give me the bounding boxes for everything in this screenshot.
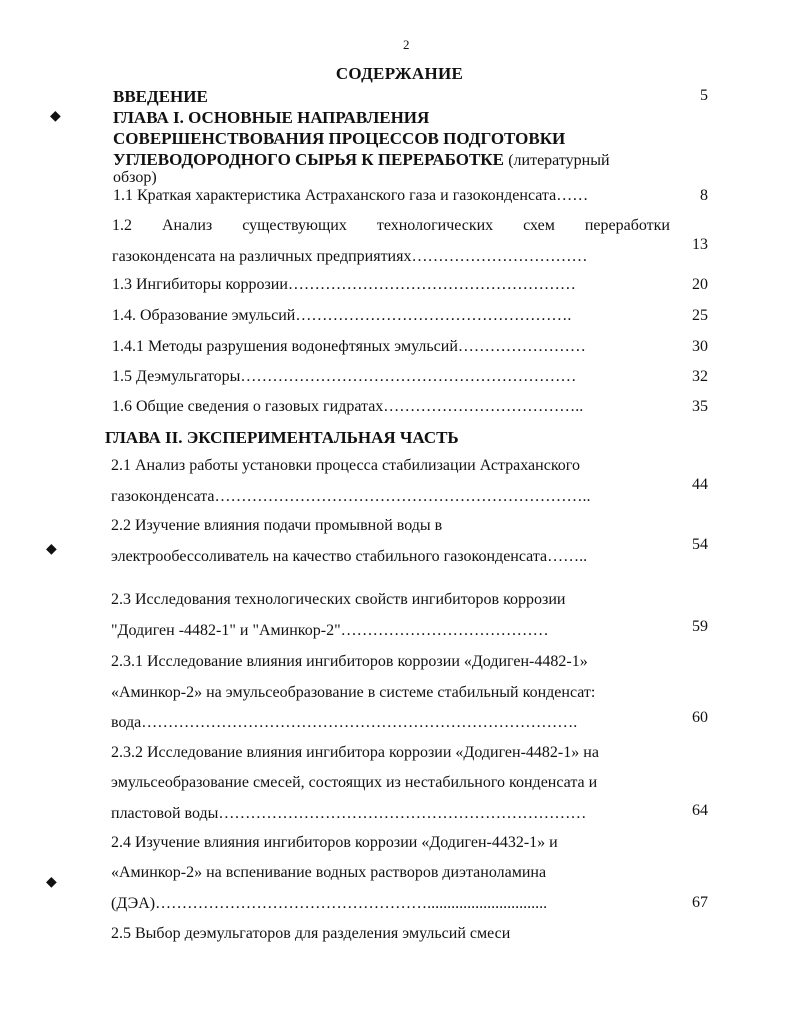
toc-entry-2-3-1-line-2[interactable]: «Аминкор-2» на эмульсеобразование в системе стабильный конденсат: [111,684,596,701]
toc-entry-2-4-line-1[interactable]: 2.4 Изучение влияния ингибиторов коррозии «Додиген-4432-1» и [111,834,558,851]
toc-entry-2-3-1-line-3[interactable]: вода………………………………………………………………………. [111,714,578,731]
toc-entry-2-4-page: 67 [692,894,708,911]
toc-word: Анализ [161,217,213,234]
toc-entry-2-3-line-1[interactable]: 2.3 Исследования технологических свойств ингибиторов коррозии [111,591,566,608]
toc-word: 1.2 [112,217,132,234]
toc-entry-2-4-line-3[interactable]: (ДЭА)…………………………………………….............................. [111,895,548,912]
toc-entry-1-2-line-1[interactable] [112,217,670,235]
toc-word: технологических [376,217,494,234]
toc-chapter-1-line-2: СОВЕРШЕНСТВОВАНИЯ ПРОЦЕССОВ ПОДГОТОВКИ [113,129,566,148]
toc-entry-1-1[interactable]: 1.1 Краткая характеристика Астраханского газа и газоконденсата…… [113,187,589,204]
page-number: 2 [403,37,410,52]
toc-entry-1-4-page: 25 [692,307,708,324]
toc-entry-2-4-line-2[interactable]: «Аминкор-2» на вспенивание водных растворов диэтаноламина [111,864,547,881]
toc-entry-2-3-2-page: 64 [692,802,708,819]
toc-entry-2-3-1-line-1[interactable]: 2.3.1 Исследование влияния ингибиторов коррозии «Додиген-4482-1» [111,653,588,670]
toc-chapter-1-line-1: ГЛАВА I. ОСНОВНЫЕ НАПРАВЛЕНИЯ [113,108,430,127]
toc-intro[interactable] [113,86,208,107]
toc-word: схем [523,217,555,234]
toc-entry-2-3-2-line-3[interactable]: пластовой воды…………………………………………………………… [111,805,587,822]
toc-entry-1-2-line-2[interactable]: газоконденсата на различных предприятиях…………………………… [112,248,588,265]
toc-entry-1-1-page: 8 [700,187,708,204]
toc-entry-2-2-line-2[interactable]: электрообессоливатель на качество стабильного газоконденсата…….. [111,548,588,565]
toc-entry-2-1-page: 44 [692,476,708,493]
toc-entry-1-3[interactable]: 1.3 Ингибиторы коррозии……………………………………………… [112,276,576,293]
toc-entry-2-3-page: 59 [692,618,708,635]
toc-entry-1-6[interactable]: 1.6 Общие сведения о газовых гидратах……………………………….. [112,398,584,415]
toc-word: существующих [242,217,347,234]
toc-chapter-1-note: (литературный [508,152,610,169]
toc-entry-1-6-page: 35 [692,398,708,415]
toc-entry-1-5-page: 32 [692,368,708,385]
toc-entry-2-5-line-1[interactable]: 2.5 Выбор деэмульгаторов для разделения эмульсий смеси [111,925,511,942]
toc-word: переработки [584,217,670,234]
toc-entry-2-3-2-line-2[interactable]: эмульсеобразование смесей, состоящих из нестабильного конденсата и [111,774,598,791]
toc-entry-2-1-line-1[interactable]: 2.1 Анализ работы установки процесса стабилизации Астраханского [111,457,580,474]
toc-entry-2-2-line-1[interactable]: 2.2 Изучение влияния подачи промывной воды в [111,517,443,534]
toc-entry-2-3-2-line-1[interactable]: 2.3.2 Исследование влияния ингибитора коррозии «Додиген-4482-1» на [111,744,599,761]
toc-entry-2-3-line-2[interactable]: "Додиген -4482-1" и "Аминкор-2"………………………………… [111,622,549,639]
toc-chapter-1-line-3 [113,149,610,171]
toc-entry-1-2-page: 13 [692,236,708,253]
toc-intro-page: 5 [700,87,708,104]
margin-mark: ◆ [46,875,57,890]
toc-entry-1-5[interactable]: 1.5 Деэмульгаторы……………………………………………………… [112,368,577,385]
toc-entry-2-1-line-2[interactable]: газоконденсата…………………………………………………………….. [111,488,591,505]
toc-intro-label: ВВЕДЕНИЕ [113,87,208,106]
toc-entry-1-4-1-page: 30 [692,338,708,355]
toc-chapter-2[interactable]: ГЛАВА II. ЭКСПЕРИМЕНТАЛЬНАЯ ЧАСТЬ [105,428,459,447]
toc-chapter-1-line-4: обзор) [113,169,157,186]
toc-entry-1-4-1[interactable]: 1.4.1 Методы разрушения водонефтяных эмульсий…………………… [112,338,586,355]
toc-entry-1-4[interactable]: 1.4. Образование эмульсий……………………………………………. [112,307,572,324]
margin-mark: ◆ [46,542,57,557]
toc-chapter-1-line-3-text: УГЛЕВОДОРОДНОГО СЫРЬЯ К ПЕРЕРАБОТКЕ [113,150,504,169]
margin-mark: ◆ [50,109,61,124]
toc-entry-2-3-1-page: 60 [692,709,708,726]
toc-entry-2-2-page: 54 [692,536,708,553]
toc-entry-1-3-page: 20 [692,276,708,293]
page-title: СОДЕРЖАНИЕ [335,64,464,83]
